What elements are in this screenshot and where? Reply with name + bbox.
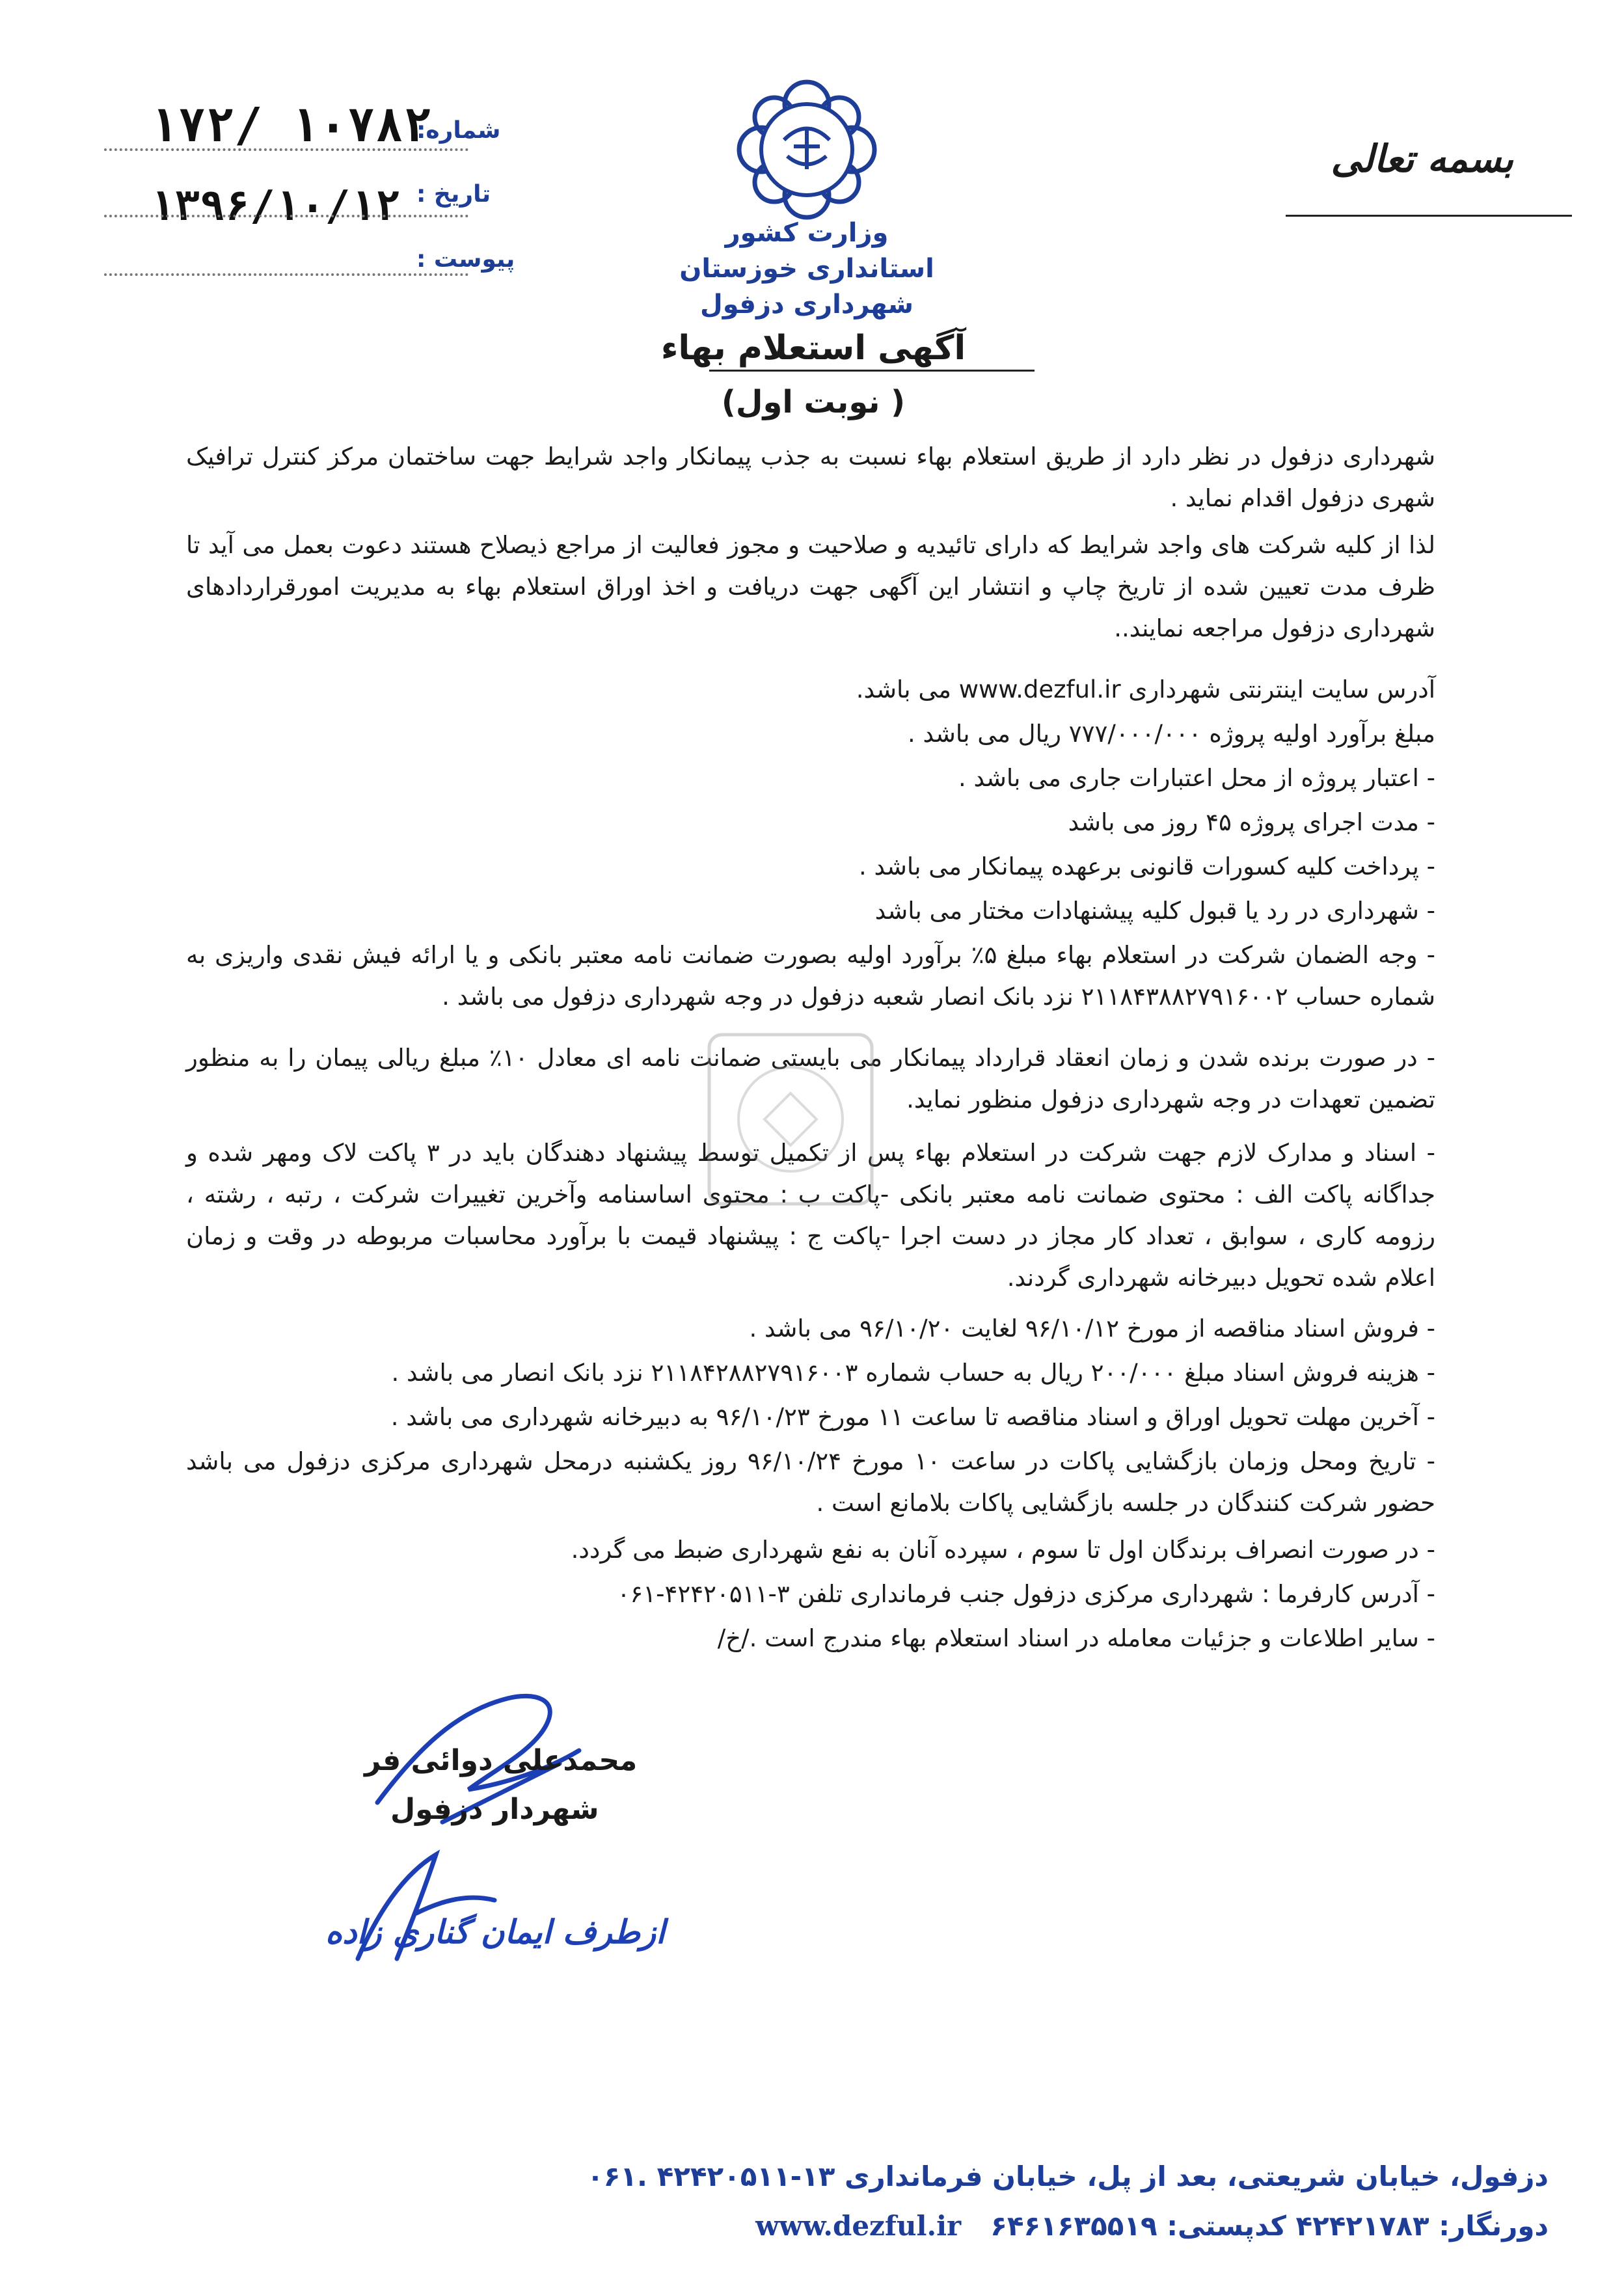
line-sale-dates: - فروش اسناد مناقصه از مورخ ۹۶/۱۰/۱۲ لغایت ۹۶/۱۰/۲۰ می باشد . <box>749 1315 1435 1342</box>
line-other-info: - سایر اطلاعات و جزئیات معامله در اسناد استعلام بهاء مندرج است ./خ/ <box>717 1624 1435 1652</box>
municipality-emblem-icon <box>735 78 878 221</box>
attachment-line <box>104 273 468 276</box>
line-budget: مبلغ برآورد اولیه پروژه ۷۷۷/۰۰۰/۰۰۰ ریال می باشد . <box>907 720 1435 748</box>
notice-title: آگهی استعلام بهاء <box>660 329 966 368</box>
number-value: ۱۰۷۸۲ /۱۷۲ <box>150 98 432 152</box>
footer-fax-postal: دورنگار: ۴۲۴۲۱۷۸۳ کدپستی: ۶۴۶۱۶۳۵۵۱۹ <box>990 2210 1549 2242</box>
footer-contact-row <box>390 2210 1549 2249</box>
paragraph-guarantee: - وجه الضمان شرکت در استعلام بهاء مبلغ ۵٪ برآورد اولیه بصورت ضمانت نامه معتبر بانکی و یا ارائه فیش نقدی واریزی به شماره حساب ۲۱۱۸۴۳۸۸۲۷۹۱۶۰۰۲ نزد بانک انصار شعبه دزفول در وجه شهرداری دزفول می باشد . <box>186 941 1435 1011</box>
line-fee: - هزینه فروش اسناد مبلغ ۲۰۰/۰۰۰ ریال به حساب شماره ۲۱۱۸۴۲۸۸۲۷۹۱۶۰۰۳ نزد بانک انصار می باشد . <box>391 1359 1435 1387</box>
handwritten-initials-icon <box>338 1835 508 1972</box>
number-line <box>104 148 468 151</box>
footer-address: دزفول، خیابان شریعتی، بعد از پل، خیابان فرمانداری ۱۳-۴۲۴۲۰۵۱۱ .۰۶۱ <box>587 2160 1549 2192</box>
number-label: شماره: <box>416 117 501 144</box>
line-deductions: - پرداخت کلیه کسورات قانونی برعهده پیمانکار می باشد . <box>858 852 1435 880</box>
attachment-label: پیوست : <box>416 246 515 273</box>
line-forfeit: - در صورت انصراف برندگان اول تا سوم ، سپرده آنان به نفع شهرداری ضبط می گردد. <box>571 1536 1435 1564</box>
line-employer-address: - آدرس کارفرما : شهرداری مرکزی دزفول جنب فرمانداری تلفن ۳-۴۲۴۲۰۵۱۱-۰۶۱ <box>617 1580 1435 1608</box>
line-duration: - مدت اجرای پروژه ۴۵ روز می باشد <box>1068 808 1435 836</box>
date-label: تاریخ : <box>416 181 491 208</box>
paragraph-intro: شهرداری دزفول در نظر دارد از طریق استعلام بهاء نسبت به جذب پیمانکار واجد شرایط جهت ساختمان مرکز کنترل ترافیک شهری دزفول اقدام نماید . <box>186 443 1435 512</box>
date-line <box>104 215 468 217</box>
bismillah-underline <box>1286 215 1572 217</box>
org-governorate: استانداری خوزستان <box>679 254 934 284</box>
notice-round: (نوبت اول ) <box>721 384 906 420</box>
on-behalf-note: ازطرف ایمان گناری زاده <box>325 1913 666 1951</box>
paragraph-documents: - اسناد و مدارک لازم جهت شرکت در استعلام بهاء پس از تکمیل توسط پیشنهاد دهندگان باید در ۳ پاکت لاک ومهر شده و جداگانه پاکت الف : محتوی ضمانت نامه معتبر بانکی -پاکت ب : محتوی اساسنامه وآخرین تغییرات شرکت ، رتبه ، رشته ، رزومه کاری ، سوابق ، تعداد کار مجاز در دست اجرا -پاکت ج : پیشنهاد قیمت با برآورد محاسبات مربوطه در وقت و زمان اعلام شده تحویل دبیرخانه شهرداری گردند. <box>186 1139 1435 1292</box>
signatory-name: محمدعلی دوائی فر <box>364 1744 638 1777</box>
title-underline <box>709 370 1035 372</box>
signatory-role: شهردار دزفول <box>390 1793 599 1826</box>
registration-stamp-icon <box>703 1022 878 1217</box>
date-value: ۱۳۹۶/۱۰/۱۲ <box>150 182 401 230</box>
paragraph-invitation: لذا از کلیه شرکت های واجد شرایط که دارای تائیدیه و صلاحیت و مجوز فعالیت از مراجع ذیصلاح هستند دعوت بعمل می آید تا ظرف مدت تعیین شده از تاریخ چاپ و انتشار این آگهی جهت دریافت و اخذ اوراق استعلام بهاء به مدیریت امورقراردادهای شهرداری دزفول مراجعه نمایند.. <box>186 531 1435 642</box>
paragraph-opening: - تاریخ ومحل وزمان بازگشایی پاکات در ساعت ۱۰ مورخ ۹۶/۱۰/۲۴ روز یکشنبه درمحل شهرداری مرکزی دزفول می باشد حضور شرکت کنندگان در جلسه بازگشایی پاکات بلامانع است . <box>186 1447 1435 1517</box>
paragraph-winner-guarantee: - در صورت برنده شدن و زمان انعقاد قرارداد پیمانکار می بایستی ضمانت نامه ای معادل ۱۰٪ مبلغ ریالی پیمان را به منظور تضمین تعهدات در وجه شهرداری دزفول منظور نماید. <box>186 1044 1435 1113</box>
org-municipality: شهرداری دزفول <box>699 290 914 320</box>
line-deadline: - آخرین مهلت تحویل اوراق و اسناد مناقصه تا ساعت ۱۱ مورخ ۹۶/۱۰/۲۳ به دبیرخانه شهرداری می باشد . <box>390 1403 1435 1431</box>
line-website: آدرس سایت اینترنتی شهرداری www.dezful.ir می باشد. <box>856 675 1435 703</box>
footer-website-link[interactable]: www.dezful.ir <box>755 2210 962 2242</box>
org-ministry: وزارت کشور <box>725 218 889 248</box>
bismillah-heading: بسمه تعالی <box>1331 137 1513 181</box>
line-credit: - اعتبار پروژه از محل اعتبارات جاری می باشد . <box>958 764 1435 792</box>
line-right-to-reject: - شهرداری در رد یا قبول کلیه پیشنهادات مختار می باشد <box>874 897 1435 925</box>
